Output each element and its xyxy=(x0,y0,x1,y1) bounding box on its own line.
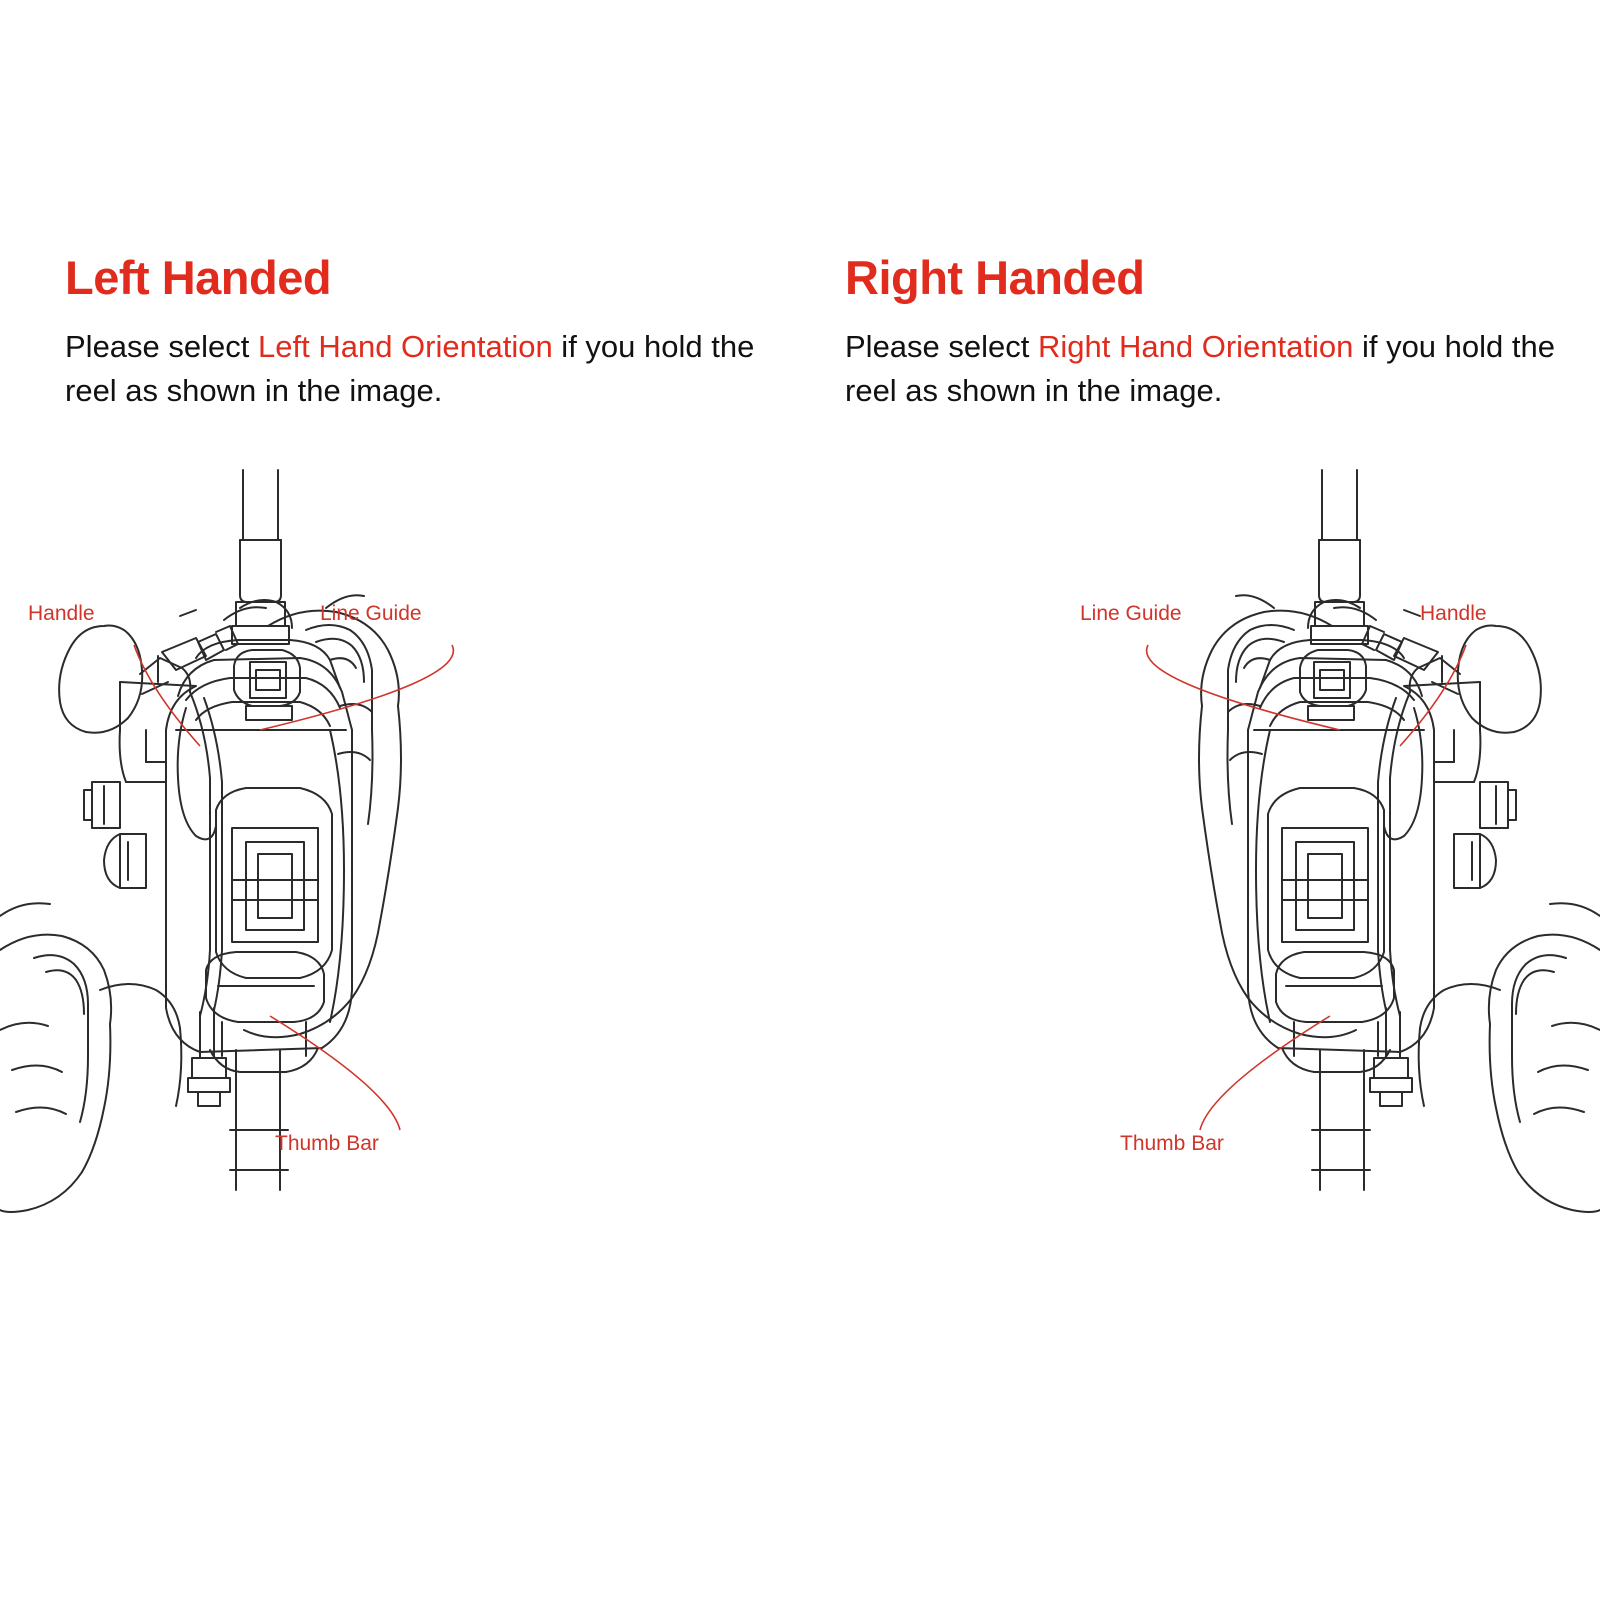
callout-label-thumb-bar: Thumb Bar xyxy=(1120,1132,1224,1155)
rod-blank-icon xyxy=(1311,470,1368,644)
page-title-right: Right Handed xyxy=(845,251,1145,304)
illustration-right-handed xyxy=(800,430,1600,1250)
callout-leader-thumb-bar xyxy=(1200,1016,1330,1130)
callout-label-line-guide: Line Guide xyxy=(1080,602,1182,625)
panel-left-description xyxy=(65,325,785,413)
desc-text-pre-right: Please select xyxy=(845,329,1038,364)
hand-illustration-lower xyxy=(1419,903,1600,1212)
illustration-left-handed xyxy=(0,430,800,1250)
desc-text-pre-left: Please select xyxy=(65,329,258,364)
desc-accent-right: Right Hand Orientation xyxy=(1038,329,1354,364)
callout-leader-thumb-bar xyxy=(270,1016,400,1130)
desc-text-post-right: if you hold the reel as shown in the image. xyxy=(845,329,1555,409)
panel-right-handed xyxy=(800,0,1600,1600)
rod-blank-icon xyxy=(232,470,289,644)
callout-label-handle: Handle xyxy=(1420,602,1487,625)
callout-label-line-guide: Line Guide xyxy=(320,602,422,625)
hand-illustration-lower xyxy=(0,903,181,1212)
desc-text-post-left: if you hold the reel as shown in the image. xyxy=(65,329,755,409)
desc-accent-left: Left Hand Orientation xyxy=(258,329,553,364)
callout-label-handle: Handle xyxy=(28,602,95,625)
panel-right-description xyxy=(845,325,1585,413)
page-title-left: Left Handed xyxy=(65,251,332,304)
callout-label-thumb-bar: Thumb Bar xyxy=(275,1132,379,1155)
